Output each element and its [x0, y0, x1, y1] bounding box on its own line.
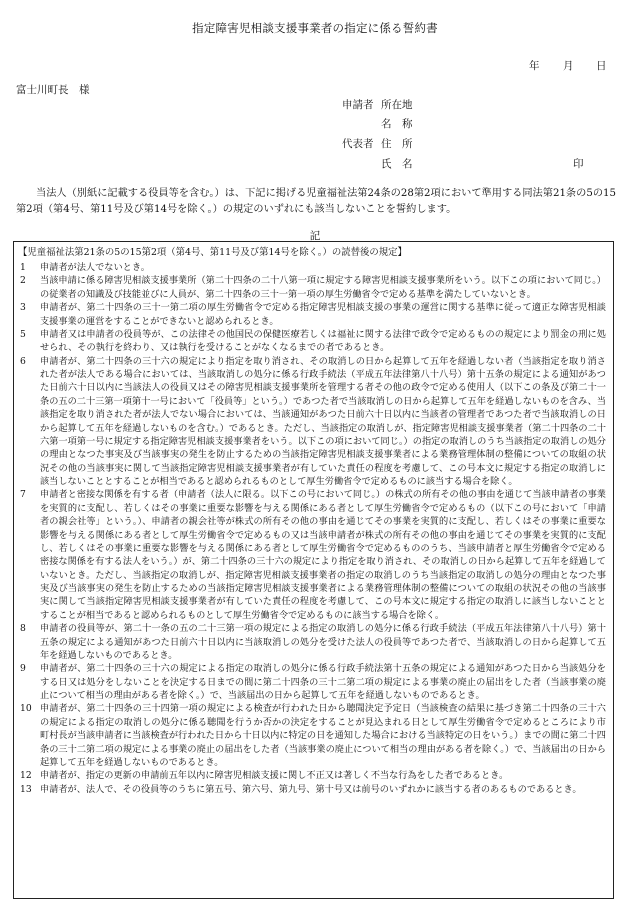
date-day: 日	[596, 60, 607, 72]
item-number: 8	[20, 623, 26, 635]
provision-list	[18, 261, 606, 796]
name-label: 名 称	[381, 118, 413, 130]
item-text: 当該申請に係る障害児相談支援事業所（第二十四条の二十八第一項に規定する障害児相談支援事業所をいう。以下この項において同じ。）の従業者の知識及び技能並びに人員が、第二十四条の三十一第一項の厚生労働省令で定める基準を満たしていないとき。	[40, 275, 606, 300]
item-text: 申請者が法人でないとき。	[40, 262, 150, 273]
provision-item	[18, 261, 606, 274]
date-month: 月	[563, 60, 574, 72]
item-number: 13	[20, 783, 32, 795]
item-text: 申請者が、第二十四条の三十四第一項の規定による検査が行われた日から聴聞決定予定日（当該検査の結果に基づき第二十四条の三十六の規定による指定の取消しの処分に係る聴聞を行うか否かの決定をすることが見込まれる日として厚生労働省令で定めるところにより市町村長が当該申請者に当該検査が行われた日から十日以内に特定の日を通知した場合における当該特定の日をいう。）までの間に第二十四条の三十二第二項の規定による事業の廃止の届出をした者（当該事業の廃止について相当の理由がある者を除く。）で、当該届出の日から起算して五年を経過しないものであるとき。	[40, 703, 606, 768]
provision-item	[18, 783, 606, 796]
provision-item	[18, 328, 606, 355]
item-text: 申請者又は申請者の役員等が、この法律その他国民の保健医療若しくは福祉に関する法律で政令で定めるものの規定により罰金の刑に処せられ、その執行を終わり、又は執行を受けることがなくなるまでの者であるとき。	[40, 328, 606, 354]
provision-item	[18, 622, 606, 662]
provision-item	[18, 702, 606, 769]
provision-item	[18, 488, 606, 622]
item-number: 12	[20, 770, 32, 782]
item-text: 申請者が、第二十四条の三十一第二項の厚生労働省令で定める指定障害児相談支援の事業の運営に関する基準に従って適正な障害児相談支援事業の運営をすることができないと認められるとき。	[40, 302, 606, 327]
provisions-box	[13, 241, 614, 899]
provision-item	[18, 355, 606, 489]
addressee: 富士川町長 様	[16, 84, 90, 96]
provision-item	[18, 769, 606, 782]
applicant-label: 申請者	[342, 99, 374, 111]
provision-header: 【児童福祉法第21条の5の15第2項（第4号、第11号及び第14号を除く。）の読替後の規定】	[18, 247, 407, 258]
provision-item	[18, 662, 606, 702]
item-number: 2	[20, 275, 26, 287]
declaration-text: 当法人（別紙に記載する役員等を含む。）は、下記に掲げる児童福祉法第24条の28第2項において準用する同法第21条の5の15第2項（第4号、第11号及び第14号を除く。）の規定のいずれにも該当しないことを誓約します。	[16, 188, 616, 215]
ki-heading: 記	[309, 230, 321, 242]
address-label: 住 所	[381, 138, 413, 150]
item-number: 3	[20, 302, 26, 314]
date-year: 年	[529, 60, 540, 72]
item-text: 申請者の役員等が、第二十一条の五の二十三第一項の規定による指定の取消しの処分に係る行政手続法（平成五年法律第八十八号）第十五条の規定による通知があつた日前六十日以内に当該取消しの処分を受けた法人の役員等であつた者で、当該取消しの日から起算して五年を経過しないものであるとき。	[40, 623, 606, 661]
item-number: 9	[20, 663, 26, 675]
full-name-label: 氏 名	[381, 158, 413, 170]
location-label: 所在地	[381, 99, 413, 111]
document-title: 指定障害児相談支援事業者の指定に係る誓約書	[192, 21, 438, 35]
item-text: 申請者が、第二十四条の三十六の規定により指定を取り消され、その取消しの日から起算して五年を経過しない者（当該指定を取り消された者が法人である場合においては、当該取消しの処分に係る行政手続法（平成五年法律第八十八号）第十五条の規定による通知があつた日前六十日以内に当該法人の役員又はその障害児相談支援事業所を管理する者その他の政令で定める使用人（以下この条及び第二十一条の五の二十三第一項第十一号において「役員等」という。）であつた者で当該取消しの日から起算して五年を経過しないものを含み、当該指定を取り消された者が法人でない場合においては、当該通知があつた日前六十日以内に当該者の管理者であつた者で当該取消しの日から起算して五年を経過しないものを含む。）であるとき。ただし、当該指定の取消しが、指定障害児相談支援事業者（第二十四条の二十六第一項第一号に規定する指定障害児相談支援事業者をいう。以下この項において同じ。）の指定の取消しのうち当該指定の取消しの処分の理由となつた事実及び当該事実の発生を防止するための当該指定障害児相談支援事業者による業務管理体制の整備についての取組の状況その他の当該事実に関して当該指定障害児相談支援事業者が有していた責任の程度を考慮して、この号本文に規定する指定の取消しに該当しないこととすることが相当であると認められるものとして厚生労働省令で定めるものに該当する場合を除く。	[40, 355, 606, 487]
item-number: 1	[20, 262, 26, 273]
provision-item	[18, 301, 606, 328]
item-text: 申請者が、第二十四条の三十六の規定による指定の取消しの処分に係る行政手続法第十五条の規定による通知があつた日から当該処分をする日又は処分をしないことを決定する日までの間に第二十四条の三十二第二項の規定による事業の廃止の届出をした者（当該事業の廃止について相当の理由がある者を除く。）で、当該届出の日から起算して五年を経過しないものであるとき。	[40, 663, 606, 701]
item-number: 10	[20, 703, 32, 715]
item-text: 申請者が、指定の更新の申請前五年以内に障害児相談支援に関し不正又は著しく不当な行為をした者であるとき。	[40, 770, 509, 782]
representative-label: 代表者	[342, 138, 374, 150]
seal-label: 印	[573, 158, 584, 170]
item-number: 5	[20, 328, 26, 340]
item-text: 申請者が、法人で、その役員等のうちに第五号、第六号、第九号、第十号又は前号のいずれかに該当する者のあるものであるとき。	[40, 783, 582, 795]
provision-item	[18, 274, 606, 301]
item-number: 6	[20, 355, 26, 367]
item-text: 申請者と密接な関係を有する者（申請者（法人に限る。以下この号において同じ。）の株式の所有その他の事由を通じて当該申請者の事業を実質的に支配し、若しくはその事業に重要な影響を与える関係にある者として厚生労働省令で定めるもの（以下この号において「申請者の親会社等」という。）、申請者の親会社等が株式の所有その他の事由を通じてその事業を実質的に支配し、若しくはその事業に重要な影響を与える関係にある者として厚生労働省令で定めるもの又は当該申請者が株式の所有その他の事由を通じてその事業を実質的に支配し、若しくはその事業に重要な影響を与える関係にある者として厚生労働省令で定めるもののうち、当該申請者と厚生労働省令で定める密接な関係を有する法人をいう。）が、第二十四条の三十六の規定により指定を取り消され、その取消しの日から起算して五年を経過していないとき。ただし、当該指定の取消しが、指定障害児相談支援事業者の指定の取消しのうち当該指定の取消しの処分の理由となつた事実及び当該事実の発生を防止するための当該指定障害児相談支援事業者による業務管理体制の整備についての取組の状況その他の当該事実に関して当該指定障害児相談支援事業者が有していた責任の程度を考慮して、この号本文に規定する指定の取消しに該当しないこととすることが相当であると認められるものとして厚生労働省令で定めるものに該当する場合を除く。	[40, 489, 606, 621]
item-number: 7	[20, 489, 26, 501]
